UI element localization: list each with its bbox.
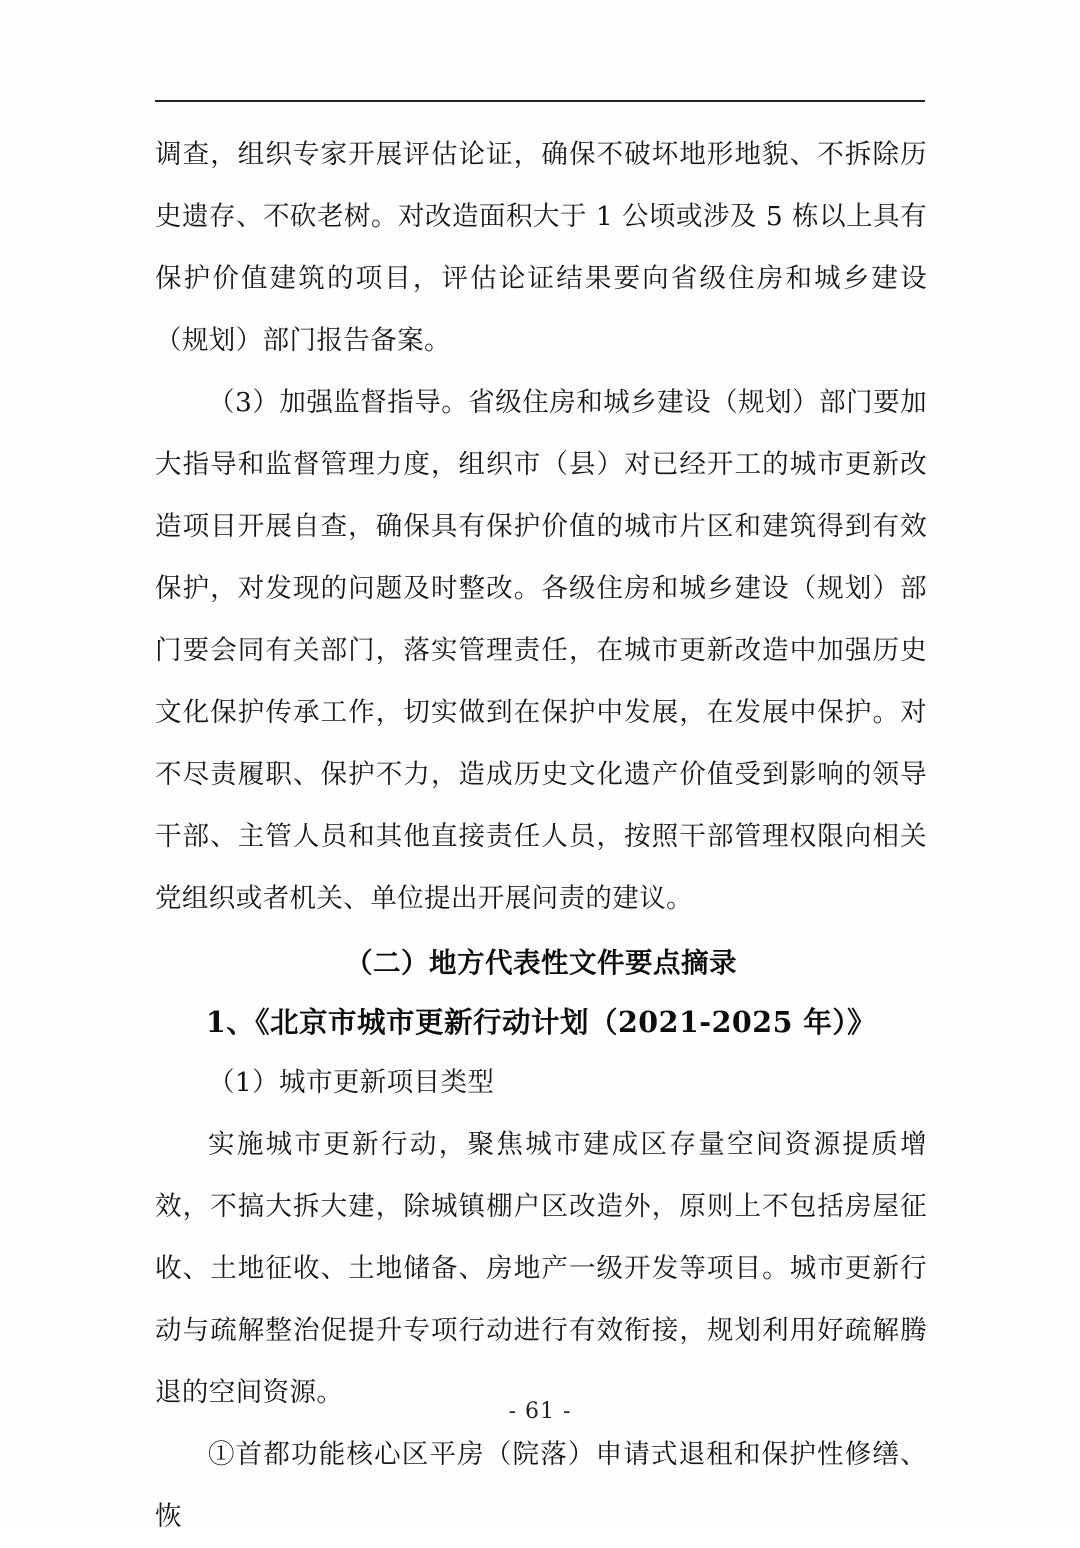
page-number: - 61 - (508, 1399, 572, 1424)
header-divider (155, 100, 925, 102)
paragraph-urban-renewal-action: 实施城市更新行动，聚焦城市建成区存量空间资源提质增效，不搞大拆大建，除城镇棚户区改造外，原则上不包括房屋征收、土地征收、土地储备、房地产一级开发等项目。城市更新行动与疏解整治促提升专项行动进行有效衔接，规划利用好疏解腾退的空间资源。 (155, 1129, 927, 1408)
paragraph-supervision: （3）加强监督指导。省级住房和城乡建设（规划）部门要加大指导和监督管理力度，组织市（县）对已经开工的城市更新改造项目开展自查，确保具有保护价值的城市片区和建筑得到有效保护，对发现的问题及时整改。各级住房和城乡建设（规划）部门要会同有关部门，落实管理责任，在城市更新改造中加强历史文化保护传承工作，切实做到在保护中发展，在发展中保护。对不尽责履职、保护不力，造成历史文化遗产价值受到影响的领导干部、主管人员和其他直接责任人员，按照干部管理权限向相关党组织或者机关、单位提出开展问责的建议。 (155, 387, 927, 914)
paragraph-item-one: ①首都功能核心区平房（院落）申请式退租和保护性修缮、恢 (155, 1439, 927, 1532)
paragraph-project-types-label: （1）城市更新项目类型 (208, 1067, 495, 1098)
section-heading-local-documents: （二）地方代表性文件要点摘录 (345, 947, 737, 979)
page-content (155, 124, 927, 1548)
paragraph-continuation: 调查，组织专家开展评估论证，确保不破坏地形地貌、不拆除历史遗存、不砍老树。对改造面积大于 1 公顷或涉及 5 栋以上具有保护价值建筑的项目，评估论证结果要向省级住房和城乡建设（规划）部门报告备案。 (155, 139, 927, 356)
subsection-heading-beijing-plan: 1、《北京市城市更新行动计划（2021-2025 年）》 (205, 1005, 877, 1039)
